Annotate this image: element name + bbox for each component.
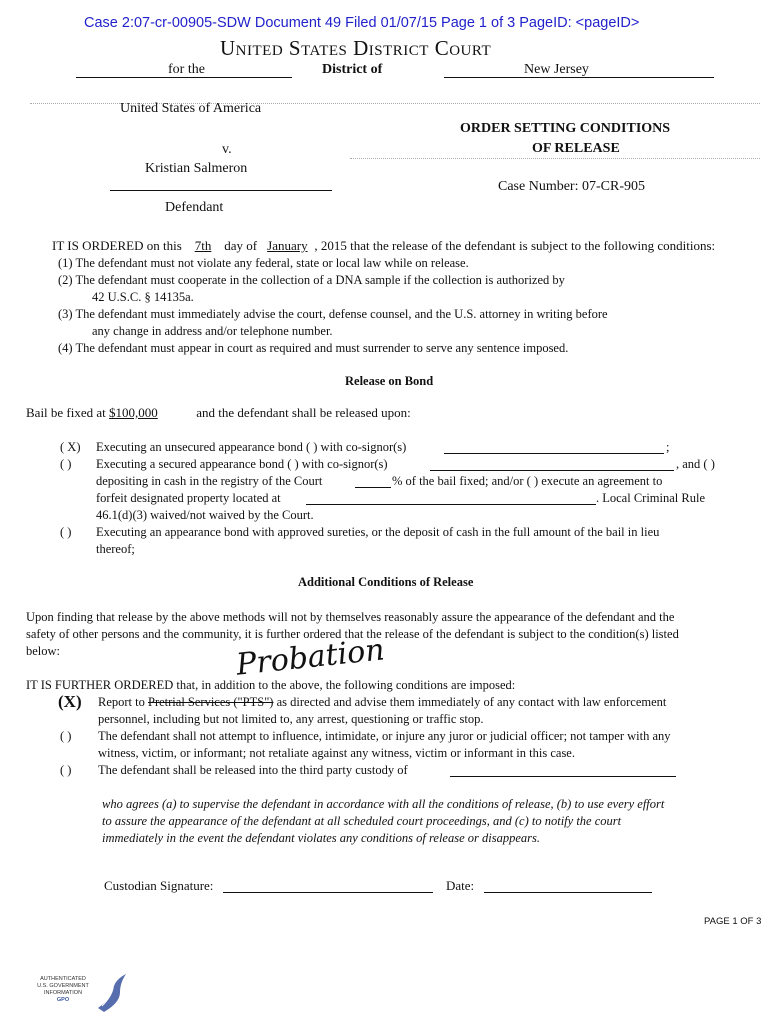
condition-4: (4) The defendant must appear in court as required and must surrender to serve any sentence imposed. [58,341,569,355]
bond-option-3: Executing an appearance bond with approved sureties, or the deposit of cash in the full amount of the bail in lieu [96,525,660,539]
custody-line [450,776,676,777]
condition-2-cont: 42 U.S.C. § 14135a. [92,290,194,304]
cond-1-b: as directed and advise them immediately of any contact with law enforcement [276,695,667,709]
bond-option-2-end: , and ( ) [676,457,715,471]
gpo-line-3: INFORMATION [43,990,83,996]
additional-cond-3-mark[interactable]: ( ) [60,763,72,777]
custodian-signature-line[interactable] [223,892,433,893]
custodian-signature-label: Custodian Signature: [104,878,214,893]
for-the-line [76,77,292,78]
custody-text-l2: to assure the appearance of the defendant at all scheduled court proceedings, and (c) to notify the court [102,814,622,828]
order-title-line2: OF RELEASE [532,141,620,156]
bond-option-1: Executing an unsecured appearance bond ( ) with co-signor(s) [96,440,407,454]
bond-option-2-l3b: . Local Criminal Rule [596,491,706,505]
page-number: PAGE 1 OF 3 [704,916,762,927]
additional-cond-3: The defendant shall be released into the third party custody of [98,763,408,777]
bond-option-3-l2: thereof; [96,542,135,556]
additional-cond-1-mark[interactable]: (X) [58,692,82,711]
additional-p1-l3: below: [26,644,61,658]
property-line [306,504,596,505]
further-ordered: IT IS FURTHER ORDERED that, in addition to the above, the following conditions are imposed: [26,678,516,692]
caption-rule [350,158,760,159]
condition-3: (3) The defendant must immediately advise the court, defense counsel, and the U.S. attorney in writing before [58,307,608,321]
versus-label: v. [222,142,232,157]
bail-tail: and the defendant shall be released upon: [196,405,411,420]
bail-amount: $100,000 [109,405,158,420]
bond-option-1-end: ; [666,440,670,454]
defendant-name: Kristian Salmeron [145,161,248,176]
defendant-label: Defendant [165,200,224,215]
order-day: 7th [194,238,212,253]
additional-cond-2-l2: witness, victim, or informant; not retaliate against any witness, victim or informant in this case. [98,746,575,760]
condition-2: (2) The defendant must cooperate in the collection of a DNA sample if the collection is authorized by [58,273,565,287]
district-name: New Jersey [524,62,589,77]
cond-1-struck: Pretrial Services ("PTS") [148,695,274,709]
bond-option-2-l4: 46.1(d)(3) waived/not waived by the Court. [96,508,314,522]
for-the-label: for the [168,62,205,77]
bond-option-2: Executing a secured appearance bond ( ) with co-signor(s) [96,457,388,471]
case-stamp: Case 2:07-cr-00905-SDW Document 49 Filed 01/07/15 Page 1 of 3 PageID: <pageID> [84,15,640,31]
date-line[interactable] [484,892,652,893]
additional-p1-l1: Upon finding that release by the above methods will not by themselves reasonably assure the appearance of the defendant and the [26,610,675,624]
order-intro-c: , 2015 that the release of the defendant is subject to the following conditions: [314,238,716,253]
court-title: United States District Court [220,36,492,60]
order-intro [52,238,715,254]
gpo-line-2: U.S. GOVERNMENT [37,983,89,989]
order-intro-a: IT IS ORDERED on this [52,238,182,253]
cond-1-a: Report to [98,695,145,709]
additional-p1-l2: safety of other persons and the community, it is further ordered that the release of the defendant is subject to the condition(s) listed [26,627,679,641]
bail-label: Bail be fixed at [26,405,106,420]
case-number [498,179,645,195]
gpo-authentication-seal [32,972,132,1016]
condition-3-cont: any change in address and/or telephone number. [92,324,333,338]
defendant-line [110,190,332,191]
case-number-value: 07-CR-905 [581,179,645,194]
gpo-line-1: AUTHENTICATED [40,976,86,982]
additional-cond-1-l2: personnel, including but not limited to, any arrest, questioning or traffic stop. [98,712,484,726]
custody-text-l3: immediately in the event the defendant violates any conditions of release or disappears. [102,831,540,845]
custody-text-l1: who agrees (a) to supervise the defendant in accordance with all the conditions of release, (b) to use every effort [102,797,665,811]
condition-1: (1) The defendant must not violate any federal, state or local law while on release. [58,256,469,270]
bond-option-2-line [430,470,674,471]
order-month: January [267,238,308,253]
bond-option-2-mark[interactable]: ( ) [60,457,72,471]
handwritten-probation: Probation [234,632,387,683]
bond-option-2-l2b: % of the bail fixed; and/or ( ) execute an agreement to [392,474,663,488]
plaintiff-name: United States of America [120,101,262,116]
percent-line [355,487,391,488]
order-title-line1: ORDER SETTING CONDITIONS [460,121,671,136]
additional-cond-1 [98,695,666,710]
bail-line [26,405,411,421]
order-intro-b: day of [224,238,258,253]
eagle-icon [92,972,128,1014]
additional-cond-2: The defendant shall not attempt to influence, intimidate, or injure any juror or judicial officer; not tamper with any [98,729,671,743]
date-label: Date: [446,878,475,893]
release-on-bond-heading: Release on Bond [345,374,434,388]
bond-option-2-l2a: depositing in cash in the registry of the Court [96,474,323,488]
bond-option-1-mark[interactable]: ( X) [60,440,81,454]
bond-option-1-line [444,453,664,454]
bond-option-3-mark[interactable]: ( ) [60,525,72,539]
additional-heading: Additional Conditions of Release [298,575,474,589]
bond-option-2-l3a: forfeit designated property located at [96,491,281,505]
district-line [444,77,714,78]
gpo-line-4: GPO [56,997,70,1003]
additional-cond-2-mark[interactable]: ( ) [60,729,72,743]
case-number-label: Case Number: [498,179,579,194]
district-of-label: District of [322,62,383,77]
